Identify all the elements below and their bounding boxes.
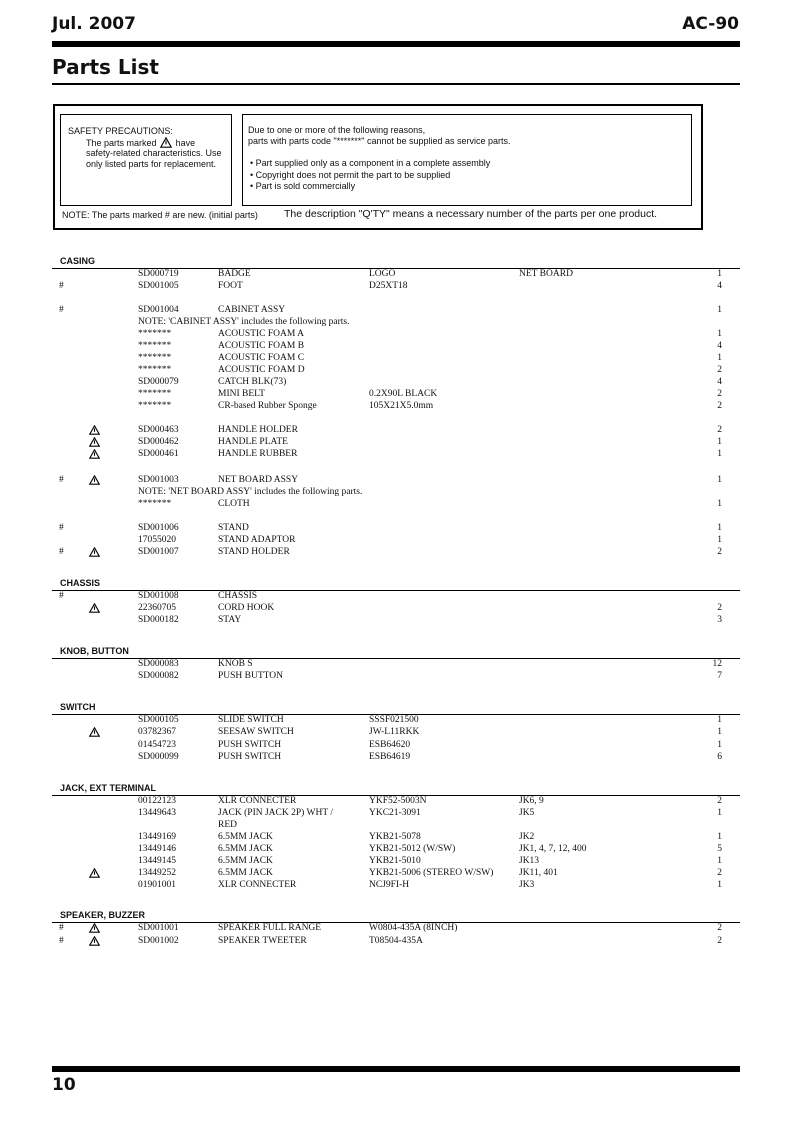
part-description: CR-based Rubber Sponge xyxy=(218,401,317,411)
new-part-mark: # xyxy=(59,547,64,557)
part-qty: 2 xyxy=(717,603,722,613)
part-code: SD001004 xyxy=(138,305,179,315)
part-description: 6.5MM JACK xyxy=(218,844,273,854)
part-description: PUSH SWITCH xyxy=(218,752,282,762)
title-rule xyxy=(52,83,740,85)
safety-triangle-icon xyxy=(89,868,100,882)
safety-triangle-icon xyxy=(89,547,100,561)
part-qty: 1 xyxy=(717,269,722,279)
part-qty: 1 xyxy=(717,353,722,363)
part-code: 13449146 xyxy=(138,844,176,854)
part-code: 01454723 xyxy=(138,740,176,750)
part-spec: NCJ9FI-H xyxy=(369,880,410,890)
part-code: SD000719 xyxy=(138,269,179,279)
part-spec: SSSF021500 xyxy=(369,715,419,725)
header-rule xyxy=(52,41,740,47)
part-description: JACK (PIN JACK 2P) WHT / xyxy=(218,808,333,818)
part-qty: 1 xyxy=(717,808,722,818)
part-qty: 1 xyxy=(717,740,722,750)
part-spec: D25XT18 xyxy=(369,281,408,291)
part-location: JK1, 4, 7, 12, 400 xyxy=(519,844,587,854)
part-description: CABINET ASSY xyxy=(218,305,286,315)
part-description: KNOB S xyxy=(218,659,253,669)
footer-rule xyxy=(52,1066,740,1072)
new-part-mark: # xyxy=(59,523,64,533)
part-qty: 2 xyxy=(717,923,722,933)
part-description: ACOUSTIC FOAM A xyxy=(218,329,305,339)
safety-triangle-icon xyxy=(89,936,100,950)
assy-note: NOTE: 'NET BOARD ASSY' includes the following parts. xyxy=(138,487,363,497)
part-description: NET BOARD ASSY xyxy=(218,475,299,485)
section-heading-chassis: CHASSIS xyxy=(60,578,101,588)
part-qty: 6 xyxy=(717,752,722,762)
part-code: SD001005 xyxy=(138,281,179,291)
part-code: SD001008 xyxy=(138,591,179,601)
new-part-mark: # xyxy=(59,281,64,291)
part-qty: 4 xyxy=(717,377,722,387)
reason-bullet: • Part supplied only as a component in a complete assembly xyxy=(250,158,491,168)
new-part-mark: # xyxy=(59,923,64,933)
part-spec: YKF52-5003N xyxy=(369,796,427,806)
safety-triangle-icon xyxy=(89,475,100,489)
part-description: MINI BELT xyxy=(218,389,265,399)
part-description: SPEAKER TWEETER xyxy=(218,936,307,946)
safety-heading: SAFETY PRECAUTIONS: xyxy=(68,126,173,136)
part-description: STAND HOLDER xyxy=(218,547,290,557)
section-heading-knob-button: KNOB, BUTTON xyxy=(60,646,129,656)
warning-triangle-icon xyxy=(160,137,172,148)
part-qty: 12 xyxy=(712,659,722,669)
part-code: SD001007 xyxy=(138,547,179,557)
part-spec: 0.2X90L BLACK xyxy=(369,389,438,399)
part-qty: 1 xyxy=(717,475,722,485)
safety-line xyxy=(86,137,195,148)
part-code: 17055020 xyxy=(138,535,176,545)
part-code: ******* xyxy=(138,353,172,363)
part-spec: YKB21-5078 xyxy=(369,832,421,842)
safety-line: only listed parts for replacement. xyxy=(86,159,217,169)
part-qty: 1 xyxy=(717,523,722,533)
part-code: 13449145 xyxy=(138,856,176,866)
part-spec: YKB21-5006 (STEREO W/SW) xyxy=(369,868,494,878)
part-description: PUSH SWITCH xyxy=(218,740,282,750)
part-description: HANDLE PLATE xyxy=(218,437,288,447)
part-qty: 1 xyxy=(717,856,722,866)
part-code: ******* xyxy=(138,341,172,351)
model-name: AC-90 xyxy=(682,14,739,34)
safety-triangle-icon xyxy=(89,923,100,937)
part-code: SD000463 xyxy=(138,425,179,435)
part-location: NET BOARD xyxy=(519,269,573,279)
safety-triangle-icon xyxy=(89,727,100,741)
part-qty: 2 xyxy=(717,936,722,946)
part-description: STAY xyxy=(218,615,242,625)
safety-line-text: have xyxy=(175,138,196,148)
new-parts-note: NOTE: The parts marked # are new. (initial parts) xyxy=(62,210,258,220)
part-description: XLR CONNECTER xyxy=(218,796,297,806)
part-description: SEESAW SWITCH xyxy=(218,727,294,737)
part-qty: 5 xyxy=(717,844,722,854)
part-spec: YKB21-5010 xyxy=(369,856,421,866)
part-qty: 2 xyxy=(717,365,722,375)
safety-triangle-icon xyxy=(89,449,100,463)
part-qty: 1 xyxy=(717,449,722,459)
part-qty: 2 xyxy=(717,796,722,806)
part-spec: 105X21X5.0mm xyxy=(369,401,434,411)
page-title: Parts List xyxy=(52,55,159,79)
part-spec: ESB64619 xyxy=(369,752,411,762)
part-code: SD000182 xyxy=(138,615,179,625)
new-part-mark: # xyxy=(59,305,64,315)
part-code: ******* xyxy=(138,499,172,509)
new-part-mark: # xyxy=(59,475,64,485)
document-date: Jul. 2007 xyxy=(52,14,136,34)
part-code: 01901001 xyxy=(138,880,176,890)
part-qty: 4 xyxy=(717,341,722,351)
safety-line-text: The parts marked xyxy=(86,138,157,148)
part-spec: W0804-435A (8INCH) xyxy=(369,923,458,933)
part-code: SD001002 xyxy=(138,936,179,946)
part-qty: 1 xyxy=(717,880,722,890)
part-spec: JW-L11RKK xyxy=(369,727,420,737)
part-code: 00122123 xyxy=(138,796,176,806)
safety-line: safety-related characteristics. Use xyxy=(86,148,222,158)
part-description: HANDLE HOLDER xyxy=(218,425,298,435)
part-code: 13449252 xyxy=(138,868,176,878)
new-part-mark: # xyxy=(59,591,64,601)
reason-bullet: • Copyright does not permit the part to be supplied xyxy=(250,170,451,180)
part-description: XLR CONNECTER xyxy=(218,880,297,890)
part-description: SPEAKER FULL RANGE xyxy=(218,923,322,933)
part-qty: 4 xyxy=(717,281,722,291)
part-qty: 1 xyxy=(717,832,722,842)
part-qty: 1 xyxy=(717,437,722,447)
part-spec: YKC21-3091 xyxy=(369,808,421,818)
part-location: JK11, 401 xyxy=(519,868,558,878)
part-qty: 1 xyxy=(717,305,722,315)
part-description: ACOUSTIC FOAM C xyxy=(218,353,305,363)
reason-bullet: • Part is sold commercially xyxy=(250,181,356,191)
part-code: SD000079 xyxy=(138,377,179,387)
part-spec: ESB64620 xyxy=(369,740,411,750)
part-description: CHASSIS xyxy=(218,591,258,601)
part-spec: YKB21-5012 (W/SW) xyxy=(369,844,456,854)
part-description: SLIDE SWITCH xyxy=(218,715,284,725)
section-heading-jack-ext-terminal: JACK, EXT TERMINAL xyxy=(60,783,157,793)
part-description: STAND xyxy=(218,523,249,533)
part-location: JK13 xyxy=(519,856,540,866)
part-code: SD001006 xyxy=(138,523,179,533)
part-description: CATCH BLK(73) xyxy=(218,377,287,387)
part-description: STAND ADAPTOR xyxy=(218,535,296,545)
part-qty: 2 xyxy=(717,425,722,435)
part-code: SD001001 xyxy=(138,923,179,933)
section-heading-casing: CASING xyxy=(60,256,96,266)
part-code: SD000099 xyxy=(138,752,179,762)
part-code: SD000461 xyxy=(138,449,179,459)
part-code: ******* xyxy=(138,365,172,375)
part-location: JK2 xyxy=(519,832,535,842)
part-qty: 2 xyxy=(717,401,722,411)
part-location: JK5 xyxy=(519,808,535,818)
new-part-mark: # xyxy=(59,936,64,946)
part-description: ACOUSTIC FOAM B xyxy=(218,341,305,351)
part-code: 03782367 xyxy=(138,727,176,737)
part-code: 13449643 xyxy=(138,808,176,818)
part-description: FOOT xyxy=(218,281,243,291)
part-description: BADGE xyxy=(218,269,251,279)
part-description: HANDLE RUBBER xyxy=(218,449,298,459)
part-qty: 7 xyxy=(717,671,722,681)
part-description: RED xyxy=(218,820,237,830)
part-code: SD000083 xyxy=(138,659,179,669)
section-heading-speaker-buzzer: SPEAKER, BUZZER xyxy=(60,910,146,920)
part-qty: 1 xyxy=(717,329,722,339)
part-qty: 3 xyxy=(717,615,722,625)
page-number: 10 xyxy=(52,1075,76,1095)
reason-intro: parts with parts code "*******" cannot be supplied as service parts. xyxy=(248,136,511,146)
part-code: SD000462 xyxy=(138,437,179,447)
assy-note: NOTE: 'CABINET ASSY' includes the following parts. xyxy=(138,317,350,327)
section-heading-switch: SWITCH xyxy=(60,702,96,712)
part-description: 6.5MM JACK xyxy=(218,856,273,866)
safety-triangle-icon xyxy=(89,603,100,617)
part-code: ******* xyxy=(138,389,172,399)
part-spec: LOGO xyxy=(369,269,396,279)
part-qty: 2 xyxy=(717,547,722,557)
part-qty: 2 xyxy=(717,868,722,878)
part-description: 6.5MM JACK xyxy=(218,868,273,878)
part-spec: T08504-435A xyxy=(369,936,423,946)
part-qty: 1 xyxy=(717,715,722,725)
part-description: CLOTH xyxy=(218,499,250,509)
part-code: SD000105 xyxy=(138,715,179,725)
part-description: CORD HOOK xyxy=(218,603,275,613)
part-location: JK3 xyxy=(519,880,535,890)
part-description: 6.5MM JACK xyxy=(218,832,273,842)
reason-intro: Due to one or more of the following reasons, xyxy=(248,125,426,135)
part-description: PUSH BUTTON xyxy=(218,671,284,681)
part-qty: 2 xyxy=(717,389,722,399)
part-code: ******* xyxy=(138,401,172,411)
part-qty: 1 xyxy=(717,727,722,737)
part-code: 13449169 xyxy=(138,832,176,842)
part-code: SD001003 xyxy=(138,475,179,485)
part-qty: 1 xyxy=(717,535,722,545)
part-location: JK6, 9 xyxy=(519,796,544,806)
part-code: SD000082 xyxy=(138,671,179,681)
part-description: ACOUSTIC FOAM D xyxy=(218,365,305,375)
part-code: ******* xyxy=(138,329,172,339)
part-qty: 1 xyxy=(717,499,722,509)
qty-note: The description "Q'TY" means a necessary number of the parts per one product. xyxy=(284,208,658,220)
part-code: 22360705 xyxy=(138,603,176,613)
